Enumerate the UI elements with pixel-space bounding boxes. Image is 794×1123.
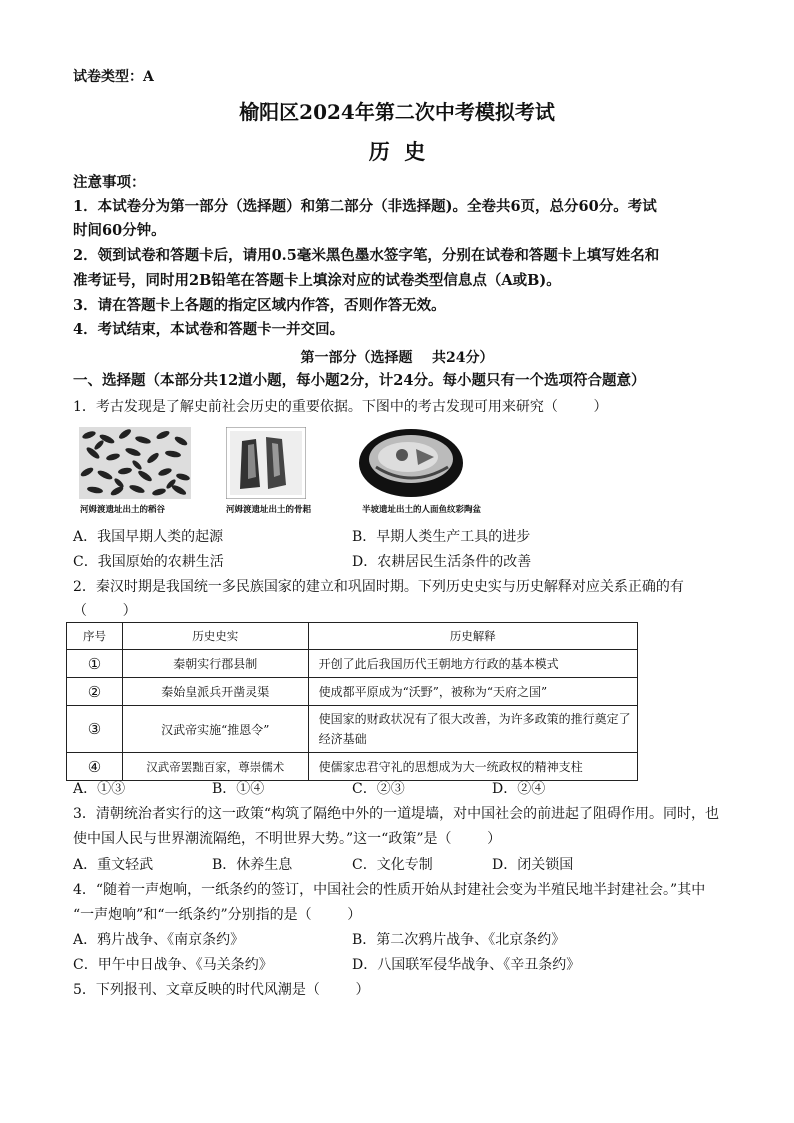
- q1-stem: 1．考古发现是了解史前社会历史的重要依据。下图中的考古发现可用来研究（ ）: [73, 399, 608, 415]
- image-caption: 半坡遗址出土的人面鱼纹彩陶盆: [362, 505, 482, 515]
- history-table: [66, 622, 638, 781]
- table-header-row: [67, 623, 638, 650]
- q2-stem: 2．秦汉时期是我国统一多民族国家的建立和巩固时期。下列历史史实与历史解释对应关系正确的有: [73, 579, 684, 595]
- notice-item: 4．考试结束，本试卷和答题卡一并交回。: [73, 321, 345, 338]
- q3-option-d[interactable]: D．闭关锁国: [492, 857, 574, 873]
- q2-option-a[interactable]: A．①③: [73, 781, 126, 797]
- row-fact: 秦始皇派兵开凿灵渠: [122, 678, 308, 706]
- q5-stem: 5．下列报刊、文章反映的时代风潮是（ ）: [73, 982, 370, 998]
- q4-option-c[interactable]: C．甲午中日战争、《马关条约》: [73, 957, 273, 973]
- image-caption: 河姆渡遗址出土的稻谷: [80, 505, 166, 515]
- bone-spade-image: [226, 427, 306, 499]
- row-fact: 汉武帝罢黜百家，尊崇儒术: [122, 753, 308, 781]
- row-fact: 秦朝实行郡县制: [122, 650, 308, 678]
- paper-type: 试卷类型：A: [73, 69, 154, 85]
- row-number: ③: [67, 706, 123, 753]
- q3-option-c[interactable]: C．文化专制: [352, 857, 433, 873]
- q3-option-a[interactable]: A．重文轻武: [73, 857, 154, 873]
- q1-option-c[interactable]: C．我国原始的农耕生活: [73, 554, 224, 570]
- row-number: ④: [67, 753, 123, 781]
- q3-option-b[interactable]: B．休养生息: [212, 857, 293, 873]
- painted-pottery-basin-image: [356, 427, 466, 499]
- notice-item: 准考证号，同时用2B铅笔在答题卡上填涂对应的试卷类型信息点（A或B)。: [73, 272, 561, 289]
- notice-heading: 注意事项：: [73, 174, 146, 191]
- q3-stem-cont: 使中国人民与世界潮流隔绝，不明世界大势。”这一“政策”是（ ）: [73, 831, 502, 847]
- q2-stem-cont: （ ）: [73, 603, 137, 619]
- q4-option-b[interactable]: B．第二次鸦片战争、《北京条约》: [352, 932, 566, 948]
- q4-stem-cont: “一声炮响”和“一纸条约”分别指的是（ ）: [73, 907, 362, 923]
- q4-stem: 4．“随着一声炮响，一纸条约的签订，中国社会的性质开始从封建社会变为半殖民地半封建社会。”其中: [73, 882, 706, 898]
- q1-option-d[interactable]: D．农耕居民生活条件的改善: [352, 554, 532, 570]
- table-row: [67, 650, 638, 678]
- q2-option-b[interactable]: B．①④: [212, 781, 265, 797]
- part1-heading: 第一部分（选择题 共24分）: [300, 350, 494, 366]
- subject-title: 历 史: [368, 139, 426, 164]
- q4-option-d[interactable]: D．八国联军侵华战争、《辛丑条约》: [352, 957, 581, 973]
- table-row: [67, 706, 638, 753]
- column-header: 历史史实: [122, 623, 308, 650]
- section1-heading: 一、选择题（本部分共12道小题，每小题2分，计24分。每小题只有一个选项符合题意）: [73, 372, 646, 389]
- row-interpretation: 开创了此后我国历代王朝地方行政的基本模式: [308, 650, 637, 678]
- q3-stem: 3．清朝统治者实行的这一政策“构筑了隔绝中外的一道堤墙，对中国社会的前进起了阻碍作用。同时，也: [73, 806, 720, 822]
- rice-grains-image: [79, 427, 191, 499]
- row-number: ①: [67, 650, 123, 678]
- q4-option-a[interactable]: A．鸦片战争、《南京条约》: [73, 932, 245, 948]
- notice-item: 1．本试卷分为第一部分（选择题）和第二部分（非选择题)。全卷共6页，总分60分。考试: [73, 198, 657, 215]
- q1-option-a[interactable]: A．我国早期人类的起源: [73, 529, 224, 545]
- q2-option-c[interactable]: C．②③: [352, 781, 405, 797]
- image-caption: 河姆渡遗址出土的骨耜: [226, 505, 312, 515]
- row-number: ②: [67, 678, 123, 706]
- q2-option-d[interactable]: D．②④: [492, 781, 546, 797]
- exam-title: 榆阳区2024年第二次中考模拟考试: [239, 100, 555, 124]
- table-row: [67, 678, 638, 706]
- column-header: 序号: [67, 623, 123, 650]
- table-row: [67, 753, 638, 781]
- row-interpretation: 使成都平原成为“沃野”，被称为“天府之国”: [308, 678, 637, 706]
- row-interpretation: 使国家的财政状况有了很大改善，为许多政策的推行奠定了经济基础: [308, 706, 637, 753]
- notice-item: 时间60分钟。: [73, 222, 166, 239]
- notice-item: 2．领到试卷和答题卡后，请用0.5毫米黑色墨水签字笔，分别在试卷和答题卡上填写姓名和: [73, 247, 660, 264]
- row-interpretation: 使儒家忠君守礼的思想成为大一统政权的精神支柱: [308, 753, 637, 781]
- q1-option-b[interactable]: B．早期人类生产工具的进步: [352, 529, 531, 545]
- row-fact: 汉武帝实施“推恩令”: [122, 706, 308, 753]
- notice-item: 3．请在答题卡上各题的指定区域内作答，否则作答无效。: [73, 297, 446, 314]
- column-header: 历史解释: [308, 623, 637, 650]
